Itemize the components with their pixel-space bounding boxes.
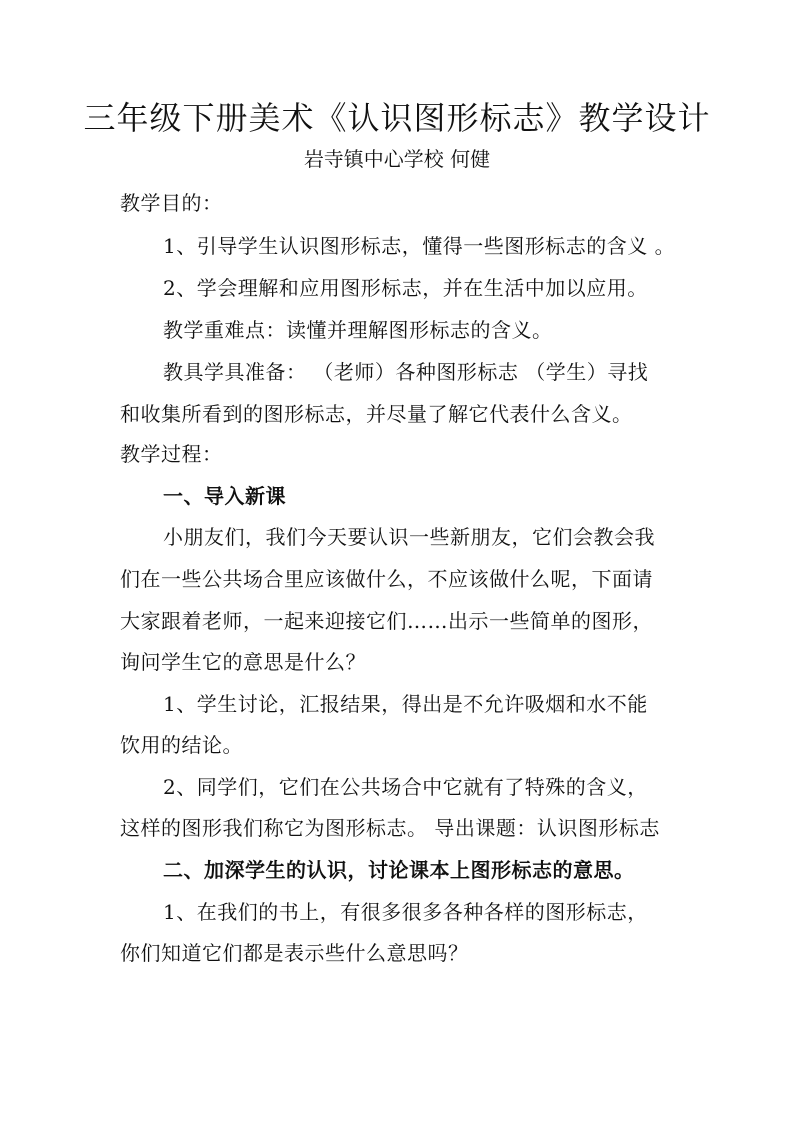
paragraph-line: 们在一些公共场合里应该做什么，不应该做什么呢，下面请 — [120, 567, 653, 591]
author-line: 岩寺镇中心学校 何健 — [303, 147, 491, 171]
materials-line-2: 和收集所看到的图形标志，并尽量了解它代表什么含义。 — [120, 402, 633, 426]
paragraph-line: 小朋友们，我们今天要认识一些新朋友，它们会教会我 — [163, 525, 655, 549]
section-heading-process: 教学过程： — [120, 442, 223, 466]
objective-item-2: 2、学会理解和应用图形标志，并在生活中加以应用。 — [163, 276, 648, 300]
key-points: 教学重难点：读懂并理解图形标志的含义。 — [163, 318, 553, 342]
paragraph-line: 1、在我们的书上，有很多很多各种各样的图形标志， — [163, 900, 648, 924]
materials-line-1: 教具学具准备： （老师）各种图形标志 （学生）寻找 — [163, 360, 649, 384]
paragraph-line: 这样的图形我们称它为图形标志。 导出课题：认识图形标志 — [120, 816, 660, 840]
paragraph-line: 2、同学们，它们在公共场合中它就有了特殊的含义， — [163, 775, 648, 799]
paragraph-line: 饮用的结论。 — [120, 733, 243, 757]
subheading-intro: 一、导入新课 — [163, 484, 286, 508]
section-heading-objectives: 教学目的： — [120, 191, 223, 215]
objective-item-1: 1、引导学生认识图形标志，懂得一些图形标志的含义 。 — [163, 234, 676, 258]
paragraph-line: 询问学生它的意思是什么？ — [120, 650, 366, 674]
paragraph-line: 你们知道它们都是表示些什么意思吗？ — [120, 941, 469, 965]
document-title: 三年级下册美术《认识图形标志》教学设计 — [83, 99, 711, 137]
paragraph-line: 大家跟着老师，一起来迎接它们……出示一些简单的图形， — [120, 609, 653, 633]
paragraph-line: 1、学生讨论，汇报结果，得出是不允许吸烟和水不能 — [163, 692, 648, 716]
subheading-deepen: 二、加深学生的认识，讨论课本上图形标志的意思。 — [163, 858, 635, 882]
